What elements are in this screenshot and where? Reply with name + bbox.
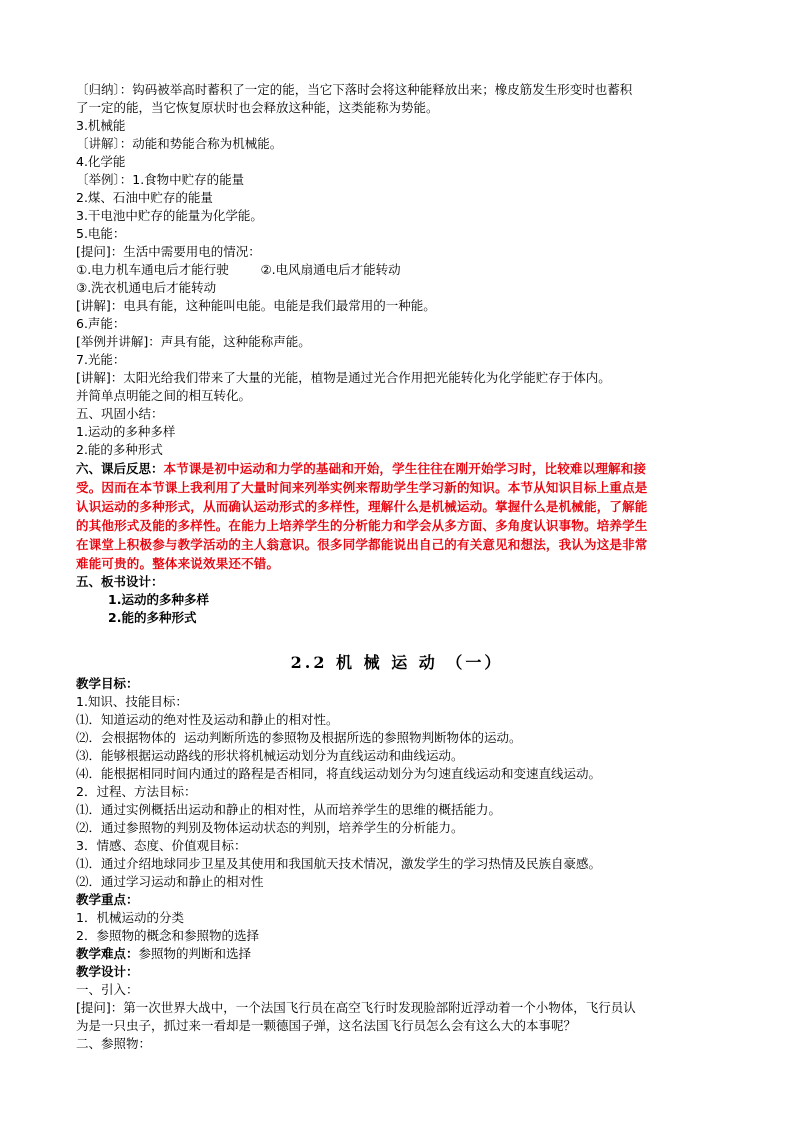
text-line: 7.光能： [76, 352, 126, 367]
difficulty-label: 教学难点： [76, 946, 139, 961]
difficulty-line [76, 945, 726, 963]
reflection-text: 受。因而在本节课上我利用了大量时间来列举实例来帮助学生学习新的知识。本节从知识目标上重点是 [76, 480, 648, 495]
text-line: 教学重点： [76, 892, 139, 907]
board-heading: 五、板书设计： [76, 574, 164, 589]
text-line: 〔举例〕：1.食物中贮存的能量 [76, 172, 245, 187]
text-line: 2．参照物的概念和参照物的选择 [76, 928, 259, 943]
text-line: 五、巩固小结： [76, 406, 164, 421]
text-line: [讲解]：太阳光给我们带来了大量的光能，植物是通过光合作用把光能转化为化学能贮存于体内。 [76, 370, 611, 385]
text-line: ⑴．知道运动的绝对性及运动和静止的相对性。 [76, 712, 339, 727]
text-line: 教学目标： [76, 676, 139, 691]
text-line: ⑴．通过介绍地球同步卫星及其使用和我国航天技术情况，激发学生的学习热情及民族自豪感。 [76, 856, 602, 871]
text-line: ⑵．通过参照物的判别及物体运动状态的判别，培养学生的分析能力。 [76, 820, 464, 835]
text-line: ⑴．通过实例概括出运动和静止的相对性，从而培养学生的思维的概括能力。 [76, 802, 502, 817]
reflection-text: 的其他形式及能的多样性。在能力上培养学生的分析能力和学会从多方面、多角度认识事物。培养学生 [76, 518, 648, 533]
text-line: 〔归纳〕：钩码被举高时蓄积了一定的能，当它下落时会将这种能释放出来；橡皮筋发生形变时也蓄积 [76, 82, 633, 97]
text-line: 了一定的能，当它恢复原状时也会释放这种能，这类能称为势能。 [76, 100, 439, 115]
text-line: [举例并讲解]：声具有能，这种能称声能。 [76, 334, 311, 349]
text-line: [提问]：生活中需要用电的情况： [76, 244, 261, 259]
text-line: 2.煤、石油中贮存的能量 [76, 190, 213, 205]
text-line: 1.运动的多种多样 [76, 424, 176, 439]
text-line: 〔讲解〕：动能和势能合称为机械能。 [76, 136, 283, 151]
reflection-text: 难能可贵的。整体来说效果还不错。 [76, 556, 280, 571]
text-line: 6.声能： [76, 316, 126, 331]
text-line: 3.机械能 [76, 118, 126, 133]
text-line: [讲解]：电具有能，这种能叫电能。电能是我们最常用的一种能。 [76, 298, 436, 313]
text-line: ③.洗衣机通电后才能转动 [76, 280, 217, 295]
reflection-text: 认识运动的多种形式，从而确认运动形式的多样性，理解什么是机械运动。掌握什么是机械能，了解能 [76, 499, 648, 514]
text-line: 3.干电池中贮存的能量为化学能。 [76, 208, 263, 223]
text-line: 5.电能： [76, 226, 126, 241]
text-line: 二、参照物： [76, 1036, 152, 1051]
board-item: 1.运动的多种多样 [108, 592, 209, 607]
text-line: 1.知识、技能目标： [76, 694, 188, 709]
board-item: 2.能的多种形式 [108, 610, 197, 625]
text-line: [提问]：第一次世界大战中，一个法国飞行员在高空飞行时发现脸部附近浮动着一个小物体，飞行员认 [76, 1000, 636, 1015]
reflection-text: 在课堂上积极参与教学活动的主人翁意识。很多同学都能说出自己的有关意见和想法，我认为这是非常 [76, 537, 648, 552]
text-line: 为是一只虫子，抓过来一看却是一颗德国子弹，这名法国飞行员怎么会有这么大的本事呢？ [76, 1018, 577, 1033]
text-line: 教学设计： [76, 964, 139, 979]
text-line: 1．机械运动的分类 [76, 910, 184, 925]
reflection-text: 本节课是初中运动和力学的基础和开始，学生往往在刚开始学习时，比较难以理解和接 [163, 461, 647, 476]
text-line: 2.能的多种形式 [76, 442, 163, 457]
text-line: 一、引入： [76, 982, 139, 997]
reflection-heading: 六、课后反思： [76, 461, 164, 476]
reflection-line-first [76, 460, 726, 478]
text-line: ⑵．会根据物体的 运动判断所选的参照物及根据所选的参照物判断物体的运动。 [76, 730, 522, 745]
text-line: 3．情感、态度、价值观目标： [76, 838, 247, 853]
text-line: ⑶．能够根据运动路线的形状将机械运动划分为直线运动和曲线运动。 [76, 748, 464, 763]
text-line: ①.电力机车通电后才能行驶 ②.电风扇通电后才能转动 [76, 262, 401, 277]
section-title: 2.2 机 械 运 动 （一） [290, 653, 504, 672]
difficulty-text: 参照物的判断和选择 [138, 946, 252, 961]
text-line: 并简单点明能之间的相互转化。 [76, 388, 252, 403]
text-line: ⑷．能根据相同时间内通过的路程是否相同，将直线运动划分为匀速直线运动和变速直线运动。 [76, 766, 602, 781]
text-line: 2．过程、方法目标： [76, 784, 197, 799]
text-line: 4.化学能 [76, 154, 126, 169]
text-line: ⑵．通过学习运动和静止的相对性 [76, 874, 264, 889]
